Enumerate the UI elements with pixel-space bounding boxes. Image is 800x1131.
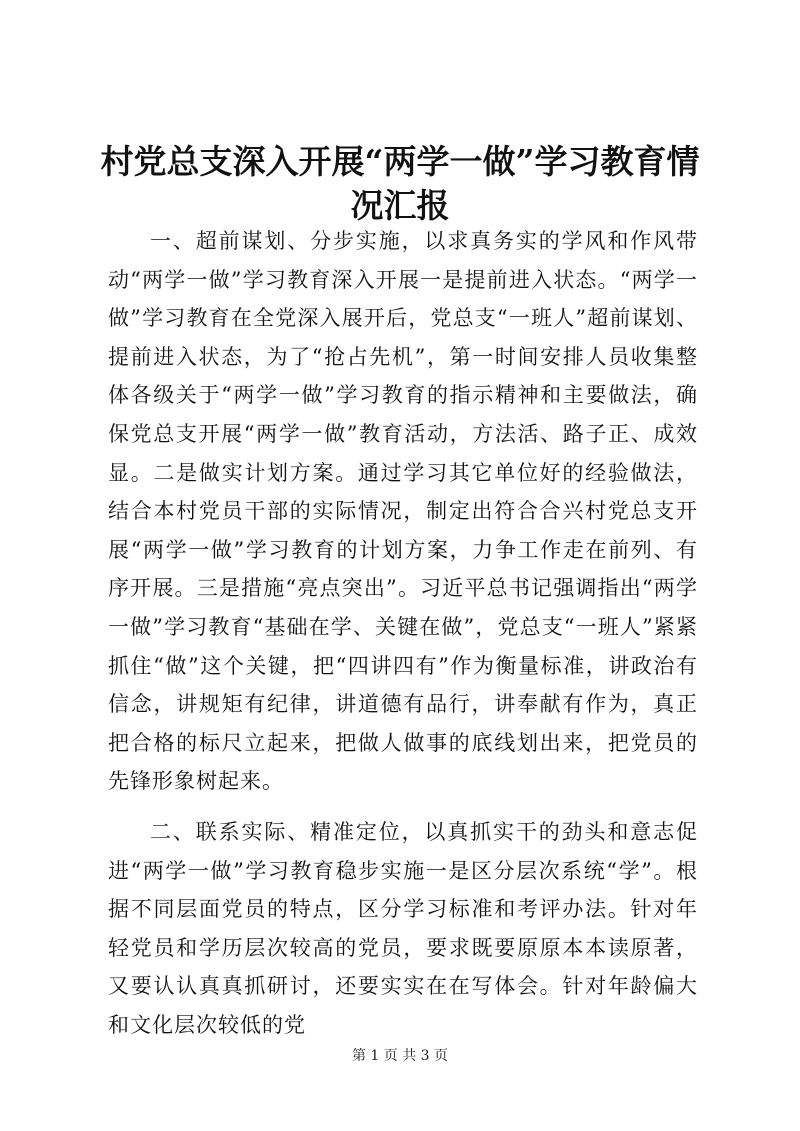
page-footer: 第 1 页 共 3 页 <box>351 1048 449 1064</box>
paragraph-2: 二、联系实际、精准定位，以真抓实干的劲头和意志促进“两学一做”学习教育稳步实施一是区分层次系统“学”。根据不同层面党员的特点，区分学习标准和考评办法。针对年轻党员和学历层次较高的党员，要求既要原原本本读原著，又要认认真真抓研讨，还要实实在在写体会。针对年龄偏大和文化层次较低的党 <box>108 819 698 1037</box>
document-body <box>108 222 698 1044</box>
paragraph-1: 一、超前谋划、分步实施，以求真务实的学风和作风带动“两学一做”学习教育深入开展一是提前进入状态。“两学一做”学习教育在全党深入展开后，党总支“一班人”超前谋划、提前进入状态，为了“抢占先机”，第一时间安排人员收集整体各级关于“两学一做”学习教育的指示精神和主要做法，确保党总支开展“两学一做”教育活动，方法活、路子正、成效显。二是做实计划方案。通过学习其它单位好的经验做法，结合本村党员干部的实际情况，制定出符合合兴村党总支开展“两学一做”学习教育的计划方案，力争工作走在前列、有序开展。三是措施“亮点突出”。习近平总书记强调指出“两学一做”学习教育“基础在学、关键在做”，党总支“一班人”紧紧抓住“做”这个关键，把“四讲四有”作为衡量标准，讲政治有信念，讲规矩有纪律，讲道德有品行，讲奉献有作为，真正把合格的标尺立起来，把做人做事的底线划出来，把党员的先锋形象树起来。 <box>108 229 698 794</box>
page-title: 村党总支深入开展“两学一做”学习教育情况汇报 <box>100 142 700 225</box>
